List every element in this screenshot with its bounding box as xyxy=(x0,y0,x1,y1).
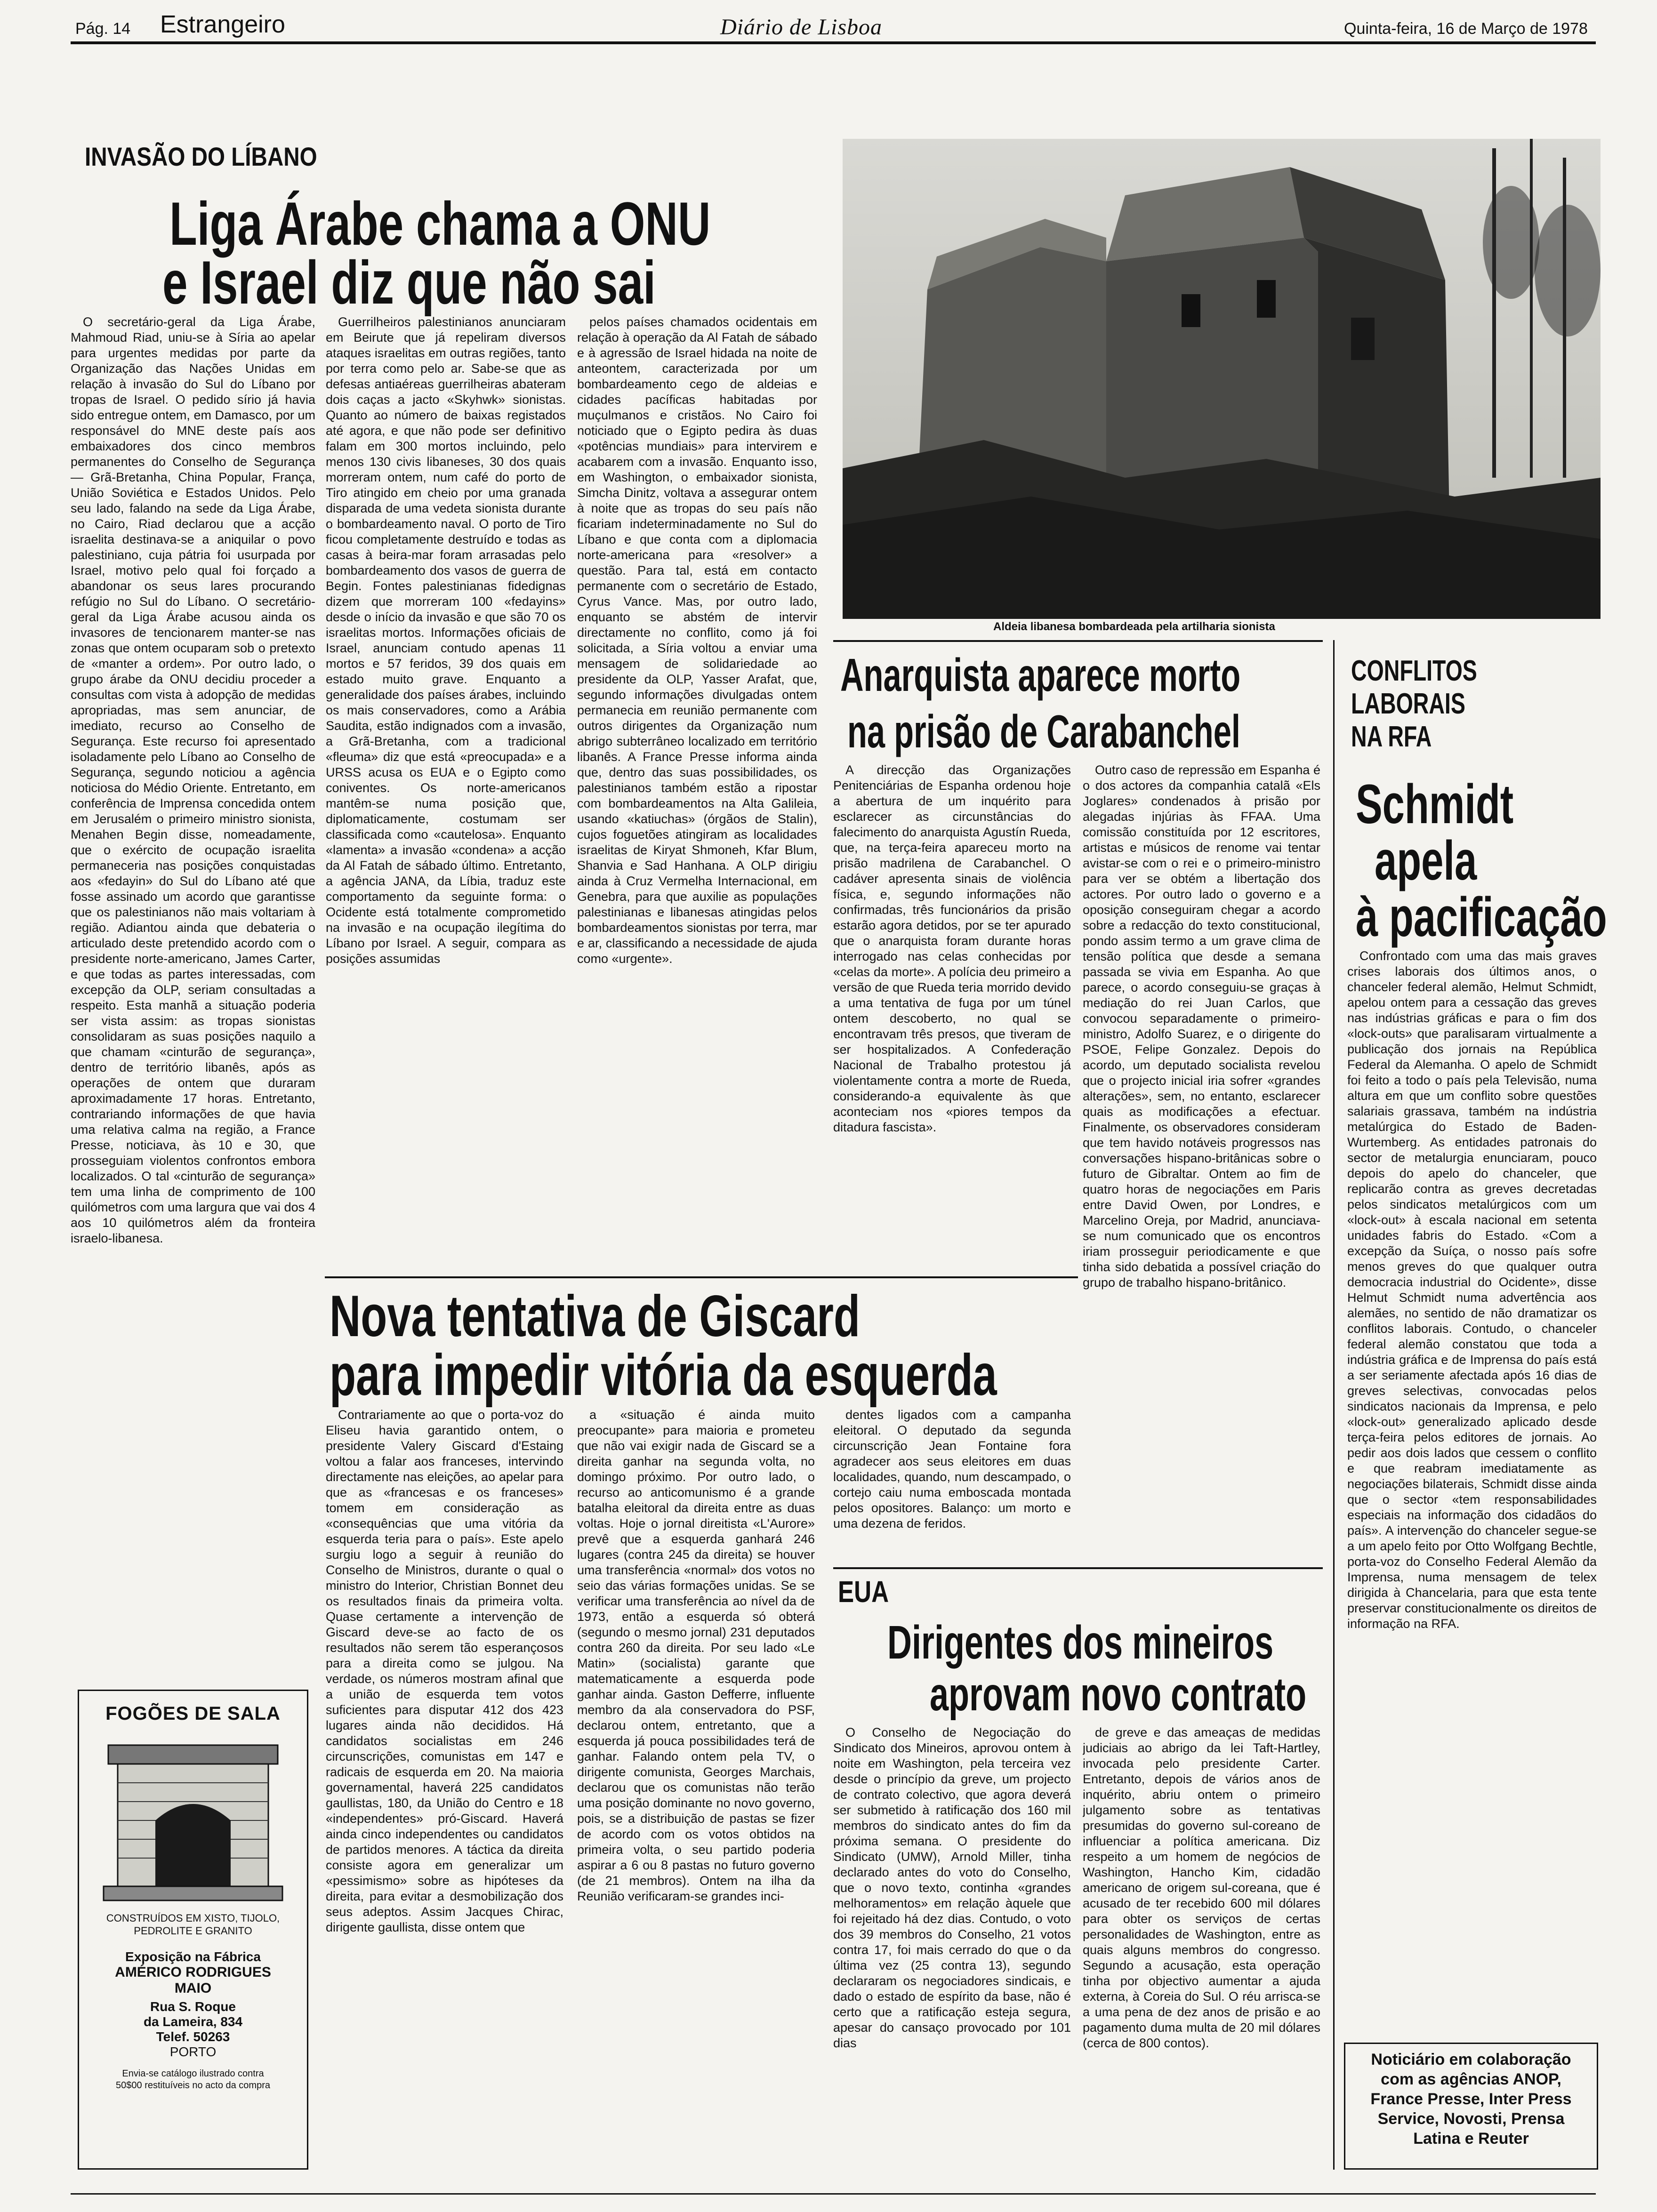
rfa-kicker-3: NA RFA xyxy=(1351,721,1432,753)
ad-expo-2: AMÉRICO RODRIGUES xyxy=(115,1964,271,1980)
photo-caption: Aldeia libanesa bombardeada pela artilharia sionista xyxy=(993,620,1275,633)
giscard-text-1: Contrariamente ao que o porta-voz do Eliseu havia garantido ontem, o presidente Valery Giscard d'Estaing voltou a falar aos franceses, intervindo directamente nas eleições, ao apelar para que as «francesas e os franceses» tomem em consideração as «consequências que uma vitória da esquerda teria para o país». Este apelo surgiu logo a seguir à reunião do Conselho de Ministros, durante o qual o ministro do Interior, Christian Bonnet deu os resultados finais da primeira volta. Quase certamente a intervenção de Giscard deve-se ao facto de os resultados não serem tão esperançosos para a direita como se julgou. Na verdade, os números mostram afinal que a união de esquerda tem votos suficientes para disputar 412 dos 423 lugares ainda não decididos. Há candidatos socialistas em 246 circunscrições, comunistas em 147 e radicais de esquerda em 20. Na maioria governamental, haverá 225 candidatos gaullistas, 180, da União do Centro e 18 «independentes» pró-Giscard. Haverá ainda cinco independentes ou candidatos de partidos menores. A táctica da direita consiste agora em generalizar um «pessimismo» sobre as hipóteses da direita, para evitar a desmobilização dos seus adeptos. Assim Jacques Chirac, dirigente gaullista, disse ontem que xyxy=(326,1408,563,1934)
ad-expo-3: MAIO xyxy=(174,1980,212,1996)
rfa-col xyxy=(1347,948,1597,2031)
anarchist-headline-2: na prisão de Carabanchel xyxy=(847,705,1240,757)
usa-kicker: EUA xyxy=(838,1575,889,1609)
anarchist-text-2: Outro caso de repressão em Espanha é o dos actores da companhia catalã «Els Joglares» condenados à prisão por alegadas injúrias às FFAA. Uma comissão constituída por 12 escritores, artistas e músicos de renome vai tentar avistar-se com o rei e o primeiro-ministro para ver se obtém a libertação dos actores. Por outro lado o governo e a oposição conseguiram chegar a acordo sobre a redacção do texto constitucional, pondo assim termo a um grave clima de tensão política que desde a semana passada se vivia em Espanha. Ao que parece, o acordo conseguiu-se graças à mediação do rei Juan Carlos, que convocou separadamente o primeiro-ministro, Adolfo Suarez, e o dirigente do PSOE, Felipe Gonzalez. Depois do acordo, um deputado socialista revelou que o projecto inicial iria sofrer «grandes alterações», sem, no entanto, esclarecer quais as modificações a efectuar. Finalmente, os observadores consideram que tem havido notáveis progressos nas conversações hispano-britânicas sobre o futuro de Gibraltar. Ontem ao fim de quatro horas de negociações em Paris entre David Owen, por Londres, e Marcelino Oreja, por Madrid, anunciava-se num comunicado que os encontros iriam prosseguir periodicamente e que tinha sido debatida a possível criação do grupo de trabalho hispano-britânico. xyxy=(1083,763,1320,1290)
stove-illustration xyxy=(99,1736,287,1905)
bottom-rule xyxy=(71,2193,1596,2195)
giscard-text-2: a «situação é ainda muito preocupante» para maioria e prometeu que não vai exigir nada de Giscard se a direita ganhar na segunda volta, no domingo próximo. Por outro lado, o recurso ao anticomunismo é a grande batalha eleitoral da direita entre as duas voltas. Hoje o jornal direitista «L'Aurore» prevê que a esquerda ganhará 246 lugares (contra 245 da direita) se houver uma transferência «normal» dos votos no seio das várias formações unidas. Se se verificar uma transferência ao nível da de 1973, então a esquerda só obterá (segundo o mesmo jornal) 231 deputados contra 260 da direita. Por seu lado «Le Matin» (socialista) garante que matematicamente a esquerda pode ganhar ainda. Gaston Defferre, influente membro da ala conservadora do PSF, declarou ontem, entretanto, que a esquerda já pouca possibilidades terá de ganhar. Falando ontem pela TV, o dirigente comunista, Georges Marchais, declarou que os comunistas não terão uma posição dominante no novo governo, pois, se a distribuição de pastas se fizer de acordo com os votos obtidos na primeira volta, o seu partido poderia aspirar a 6 ou 8 pastas no futuro governo (de 21 membros). Ontem na ilha da Reunião verificaram-se grandes inci- xyxy=(577,1408,815,1903)
village-photo-image xyxy=(843,139,1601,619)
lebanon-text-1: O secretário-geral da Liga Árabe, Mahmoud Riad, uniu-se à Síria ao apelar para urgentes medidas por parte da Organização das Nações Unidas em relação à invasão do Sul do Líbano por tropas de Israel. O pedido sírio já havia sido entregue ontem, em Damasco, por um responsável do MNE deste país aos embaixadores dos cinco membros permanentes do Conselho de Segurança — Grã-Bretanha, China Popular, França, União Soviética e Estados Unidos. Pelo seu lado, falando na sede da Liga Árabe, no Cairo, Riad declarou que a acção israelita destinava-se a aniquilar o povo palestiniano, cuja pátria foi usurpada por Israel, motivo pelo qual foi forçado a abandonar os seus lares procurando refúgio no Sul do Líbano. O secretário-geral da Liga Árabe acusou ainda os invasores de tencionarem manter-se nas zonas que ontem ocuparam sob o pretexto de «manter a ordem». Por outro lado, o grupo árabe da ONU decidiu proceder a consultas com vista à adopção de medidas apropriadas, mas sem anunciar, de imediato, recurso ao Conselho de Segurança. Este recurso foi apresentado isoladamente pelo Líbano ao Conselho de Segurança, segundo noticiou a agência noticiosa do Médio Oriente. Entretanto, em conferência de Imprensa concedida ontem em Jerusalém o primeiro ministro sionista, Menahen Begin disse, nomeadamente, que o exército de ocupação israelita permaneceria nas posições conquistadas aos «fedayin» do Sul do Líbano até que fosse assinado um acordo que garantisse que os palestinianos não mais voltariam à região. Adiantou ainda que debateria o articulado deste pretendido acordo com o presidente norte-americano, James Carter, e que todas as partes interessadas, com excepção da OLP, seriam consultadas a respeito. Esta manhã a situação poderia ser vista assim: as tropas sionistas consolidaram as suas posições naquilo a que chamam «cinturão de segurança», dentro de território libanês, após as operações de ontem que duraram aproximadamente 17 horas. Entretanto, contrariando informações de que havia uma relativa calma na região, a France Presse, noticiava, às 10 e 30, que prosseguiam violentos confrontos embora localizados. O tal «cinturão de segurança» tem uma linha de comprimento de 100 quilómetros com uma largura que vai dos 4 aos 10 quilómetros além da fronteira israelo-libanesa. xyxy=(71,315,315,1245)
lebanon-text-3: pelos países chamados ocidentais em relação à operação da Al Fatah de sábado e à agressão de Israel hidada na noite de anteontem, caracterizada por um bombardeamento cego de aldeias e cidades pacíficas habitadas por muçulmanos e cristãos. No Cairo foi noticiado que o Egipto pedira às duas «potências mundiais» para intervirem e acabarem com a invasão. Enquanto isso, em Washington, o embaixador sionista, Simcha Dinitz, voltava a assegurar ontem à noite que as tropas do seu país não ficariam indeterminadamente no Sul do Líbano e que conta com a diplomacia norte-americana para «resolver» a questão. Para tal, está em contacto permanente com o secretário de Estado, Cyrus Vance. Mas, por outro lado, enquanto se abstém de intervir directamente no conflito, como já foi solicitada, a Síria voltou a enviar uma mensagem de solidariedade ao presidente da OLP, Yasser Arafat, que, segundo informações divulgadas ontem permanecia em reunião permanente com outros dirigentes da Organização num abrigo subterrâneo localizado em território libanês. A France Presse informa ainda que, dentro das suas possibilidades, os palestinianos também estão a ripostar com bombardeamentos na Alta Galileia, usando «katiuchas» (órgãos de Stalin), cujos foguetões atingiram as localidades israelitas de Kiryat Shmoneh, Kfar Blum, Shanvia e Sad Hanhana. A OLP dirigiu ainda à Cruz Vermelha Internacional, em Genebra, para que auxilie as populações palestinianas e libanesas atingidas pelos bombardeamentos sionistas por terra, mar e ar, classificando a necessidade de ajuda como «urgente». xyxy=(577,315,817,966)
anarchist-col-2 xyxy=(1083,762,1320,1718)
giscard-headline-2: para impedir vitória da esquerda xyxy=(330,1343,997,1408)
giscard-col-2 xyxy=(577,1407,815,2198)
rfa-headline-3: à pacificação xyxy=(1356,886,1607,948)
rfa-kicker-1: CONFLITOS xyxy=(1351,655,1477,687)
issue-date: Quinta-feira, 16 de Março de 1978 xyxy=(1344,20,1588,38)
anarchist-top-rule xyxy=(833,640,1323,642)
lebanon-kicker: INVASÃO DO LÍBANO xyxy=(85,142,317,171)
usa-headline-1: Dirigentes dos mineiros xyxy=(887,1616,1274,1669)
masthead: Diário de Lisboa xyxy=(720,15,883,40)
rfa-headline-2: apela xyxy=(1375,830,1477,892)
stove-advert xyxy=(78,1690,308,2170)
rfa-headline-1: Schmidt xyxy=(1356,773,1514,835)
lebanon-text-2: Guerrilheiros palestinianos anunciaram em Beirute que já repeliram diversos ataques israelitas em outras regiões, tanto por terra como pelo ar. Sabe-se que as defesas antiaéreas guerrilheiras abateram dois caças a jacto «Skyhwk» sionistas. Quanto ao número de baixas registados até agora, e que não pode ser definitivo falam em 300 mortos incluindo, pelo menos 130 civis libaneses, 30 dos quais morreram ontem, num café do porto de Tiro atingido em cheio por uma granada disparada de uma vedeta sionista durante o bombardeamento naval. O porto de Tiro ficou completamente destruído e todas as casas à beira-mar foram arrasadas pelo bombardeamento dos vasos de guerra de Begin. Fontes palestinianas fidedignas dizem que morreram 100 «fedayins» desde o início da invasão e que são 70 os israelitas mortos. Informações oficiais de Israel, anunciam contudo apenas 11 mortos e 57 feridos, 39 dos quais em estado muito grave. Enquanto a generalidade dos países árabes, incluindo os mais conservadores, como a Arábia Saudita, estão indignados com a invasão, a Grã-Bretanha, com a tradicional «fleuma» diz que está «preocupada» e a URSS acusa os EUA e o Egipto como coniventes. Os norte-americanos mantêm-se numa posição que, diplomaticamente, costumam ser classificada como «cautelosa». Enquanto «lamenta» a invasão «condena» a acção da Al Fatah de sábado último. Entretanto, a agência JANA, da Líbia, traduz este comportamento da seguinte forma: o Ocidente está totalmente comprometido na invasão e na ocupação ilegítima do Líbano por Israel. A seguir, compara as posições assumidas xyxy=(326,315,566,966)
page-number: Pág. 14 xyxy=(75,20,131,38)
lebanon-headline-1: Liga Árabe chama a ONU xyxy=(169,189,711,258)
rfa-left-rule xyxy=(1333,640,1335,2170)
anarchist-text-1: A direcção das Organizações Penitenciárias de Espanha ordenou hoje a abertura de um inquérito para esclarecer as circunstâncias do falecimento do anarquista Agustín Rueda, que, na terça-feira apareceu morto na prisão madrilena de Carabanchel. O cadáver apresenta sinais de violência física, e, segundo informações não confirmadas, três funcionários da prisão estarão agora detidos, por se ter apurado que o anarquista foram durante horas interrogado nas celas conhecidas por «celas da morte». A polícia deu primeiro a versão de que Rueda teria morrido devido a uma tentativa de fuga por um túnel ontem descoberto, no qual se encontravam três presos, que tiveram de ser hospitalizados. A Confederação Nacional de Trabalho protestou já violentamente contra a morte de Rueda, considerando-a equivalente às que aconteciam nos «piores tempos da ditadura fascista». xyxy=(833,763,1071,1134)
usa-text-1: O Conselho de Negociação do Sindicato dos Mineiros, aprovou ontem à noite em Washington, pela terceira vez desde o princípio da greve, um projecto de contrato colectivo, que agora deverá ser submetido à ratificação dos 160 mil membros do sindicato antes do fim da próxima semana. O presidente do Sindicato (UMW), Arnold Miller, tinha declarado antes do voto do Conselho, que o novo texto, continha «grandes melhoramentos» em relação àquele que foi rejeitado há dez dias. Contudo, o voto dos 39 membros do Conselho, 21 votos contra 17, foi mais cerrado do que o da última vez (25 contra 13), segundo declararam os negociadores sindicais, e dado o estado de espírito da base, não é certo que a ratificação esteja segura, apesar do cansaço provocado por 101 dias xyxy=(833,1725,1071,2050)
lebanon-headline-2: e Israel diz que não sai xyxy=(162,248,656,317)
usa-text-2: de greve e das ameaças de medidas judiciais ao abrigo da lei Taft-Hartley, invocada pelo presidente Carter. Entretanto, depois de vários anos de inquérito, abriu ontem o primeiro julgamento sobre as tentativas presumidas do governo sul-coreano de influenciar a política americana. Diz respeito a um homem de negócios de Washington, Hancho Kim, cidadão americano de origem sul-coreana, que é acusado de ter recebido 600 mil dólares para obter os serviços de certas personalidades de Washington, entre as quais alguns membros do congresso. Segundo a acusação, esta operação tinha por objectivo aumentar a ajuda externa, à Coreia do Sul. O réu arrisca-se a uma pena de dez anos de prisão e ao pagamento duma multa de 20 mil dólares (cerca de 800 contos). xyxy=(1083,1725,1320,2050)
usa-headline-2: aprovam novo contrato xyxy=(930,1668,1307,1721)
rfa-text: Confrontado com uma das mais graves crises laborais dos últimos anos, o chanceler federal alemão, Helmut Schmidt, apelou ontem para a cessação das greves nas indústrias gráficas e para o fim dos «lock-outs» que paralisaram virtualmente a publicação dos jornais na República Federal da Alemanha. O apelo de Schmidt foi feito a todo o país pela Televisão, numa altura em que um conflito sobre questões salariais grassava, também na indústria metalúrgica do Estado de Baden-Wurtemberg. As entidades patronais do sector de metalurgia enunciaram, pouco depois do apelo do chanceler, que replicarão contra as greves decretadas pelos sindicatos metalúrgicos com um «lock-out» à escala nacional em setenta unidades fabris do Estado. «Com a excepção da Suíça, o nosso país sofre menos greves do que qualquer outra democracia industrial do Ocidente», disse Helmut Schmidt numa advertência aos alemães, no sentido de não dramatizar os conflitos laborais. Contudo, o chanceler federal alemão constatou que toda a indústria gráfica e de Imprensa do país está a ser seriamente afectada após 16 dias de greves selectivas, convocadas pelos sindicatos nacionais da Imprensa, e pelo «lock-out» generalizado aplicado desde terça-feira pelos editores de jornais. Ao pedir aos dois lados que cessem o conflito e que reabram imediatamente as negociações bilaterais, Schmidt disse ainda que o sector «tem responsabilidades especiais na informação dos cidadãos do país». A intervenção do chanceler segue-se a um apelo feito por Otto Wolfgang Bechtle, porta-voz do Conselho Federal Alemão da Imprensa, numa mensagem de telex dirigida à Chancelaria, para que esta tente preservar constitucionalmente os direitos de informação na RFA. xyxy=(1347,949,1597,1631)
lebanon-col-1 xyxy=(71,314,315,1571)
giscard-col-1 xyxy=(326,1407,563,2198)
ad-city: PORTO xyxy=(169,2044,217,2059)
rfa-kicker-2: LABORAIS xyxy=(1351,688,1465,720)
anarchist-headline-1: Anarquista aparece morto xyxy=(840,649,1241,701)
giscard-col-3 xyxy=(833,1407,1071,1553)
ad-expo-1: Exposição na Fábrica xyxy=(125,1949,261,1964)
village-photo xyxy=(843,139,1601,619)
section-name: Estrangeiro xyxy=(160,11,285,38)
ad-materials: CONSTRUÍDOS EM XISTO, TIJOLO, PEDROLITE E GRANITO xyxy=(106,1912,280,1937)
lebanon-col-2 xyxy=(326,314,566,1274)
usa-col-1 xyxy=(833,1725,1071,2196)
ad-note: Envia-se catálogo ilustrado contra 50$00 restituíveis no acto da compra xyxy=(116,2068,270,2091)
giscard-text-3: dentes ligados com a campanha eleitoral. O deputado da segunda circunscrição Jean Fontaine fora agradecer aos seus eleitores em duas localidades, quando, num descampado, o cortejo caiu numa emboscada montada pelos opositores. Balanço: um morto e uma dezena de feridos. xyxy=(833,1408,1071,1531)
header-rule xyxy=(71,41,1596,44)
agencies-box: Noticiário em colaboração com as agências ANOP, France Presse, Inter Press Service, Novosti, Prensa Latina e Reuter xyxy=(1344,2043,1598,2170)
anarchist-col-1 xyxy=(833,762,1071,1271)
usa-col-2 xyxy=(1083,1725,1320,2196)
usa-top-rule xyxy=(833,1567,1323,1569)
giscard-top-rule xyxy=(325,1276,1078,1278)
ad-address-2: da Lameira, 834 xyxy=(143,2014,243,2029)
giscard-headline-1: Nova tentativa de Giscard xyxy=(330,1284,861,1349)
ad-phone: Telef. 50263 xyxy=(156,2029,230,2044)
lebanon-col-3 xyxy=(577,314,817,1274)
ad-address-1: Rua S. Roque xyxy=(150,1999,236,2014)
ad-title: FOGÕES DE SALA xyxy=(105,1703,281,1724)
